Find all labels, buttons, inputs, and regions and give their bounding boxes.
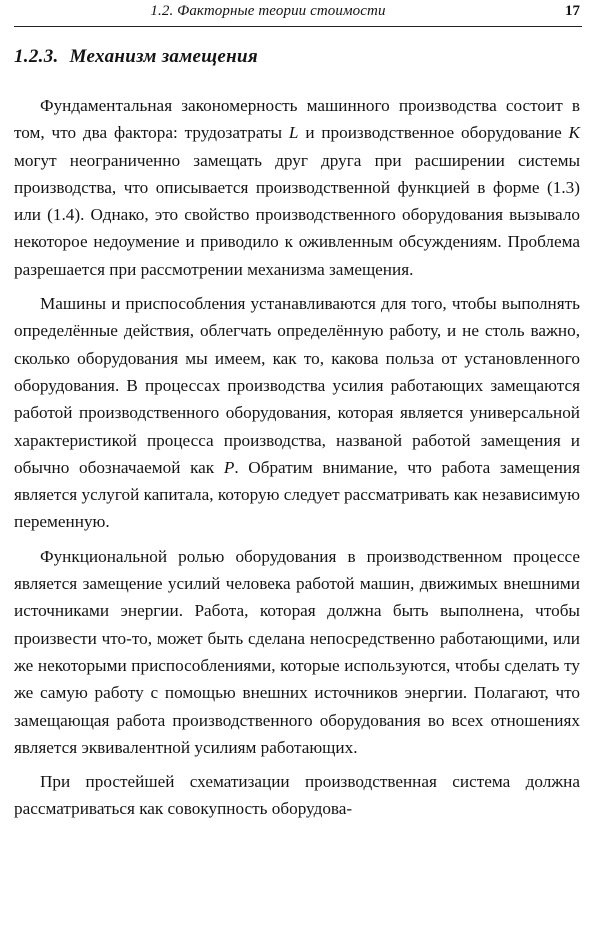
variable-p: P [223,457,235,477]
variable-k: K [568,123,580,143]
paragraph-1 [14,92,580,283]
header-title: 1.2. Факторные теории стоимости [150,3,386,19]
section-heading [14,46,258,68]
paragraph-2 [14,290,580,536]
body-text [14,92,580,830]
page-number: 17 [565,3,580,19]
paragraph-4 [14,768,580,823]
paragraph-3 [14,543,580,761]
paragraph-text: Фундаментальная закономерность машинного производства состоит в том, что два фактора: трудозатраты [14,96,580,143]
paragraph-text: могут неограниченно замещать друг друга при расширении системы производства, что описывается производственной функцией в форме (1.3) или (1.4). Однако, это свойство производственного оборудования вызывало некоторое недоумение и приводило к оживленным обсуждениям. Проблема разрешается при рассмотрении механизма замещения. [14,150,580,279]
paragraph-text: Функциональной ролью оборудования в производственном процессе является замещение усилий человека работой машин, движимых внешними источниками энергии. Работа, которая должна быть выполнена, чтобы произвести что-то, может быть сделана непосредственно работающими, или же некоторыми приспособлениями, которые используются, чтобы сделать ту же самую работу с помощью внешних источников энергии. Полагают, что замещающая работа производственного оборудования во всех отношениях является эквивалентной усилиям работающих. [14,546,580,757]
paragraph-text: . Обратим внимание, что работа замещения является услугой капитала, которую следует рассматривать как независимую переменную. [14,457,580,532]
paragraph-text: Машины и приспособления устанавливаются для того, чтобы выполнять определённые действия, облегчать определённую работу, и не столь важно, сколько оборудования мы имеем, как то, какова польза от установленного оборудования. В процессах производства усилия работающих замещаются работой производственного оборудования, которая является универсальной характеристикой процесса производства, названой работой замещения и обычно обозначаемой как [14,294,580,477]
paragraph-text: При простейшей схематизации производственная система должна рассматриваться как совокупность оборудова- [14,772,580,819]
running-header [14,0,582,27]
variable-l: L [288,123,299,143]
section-title: Механизм замещения [69,46,258,67]
paragraph-text: и производственное оборудование [298,123,569,143]
section-number: 1.2.3. [14,46,59,67]
